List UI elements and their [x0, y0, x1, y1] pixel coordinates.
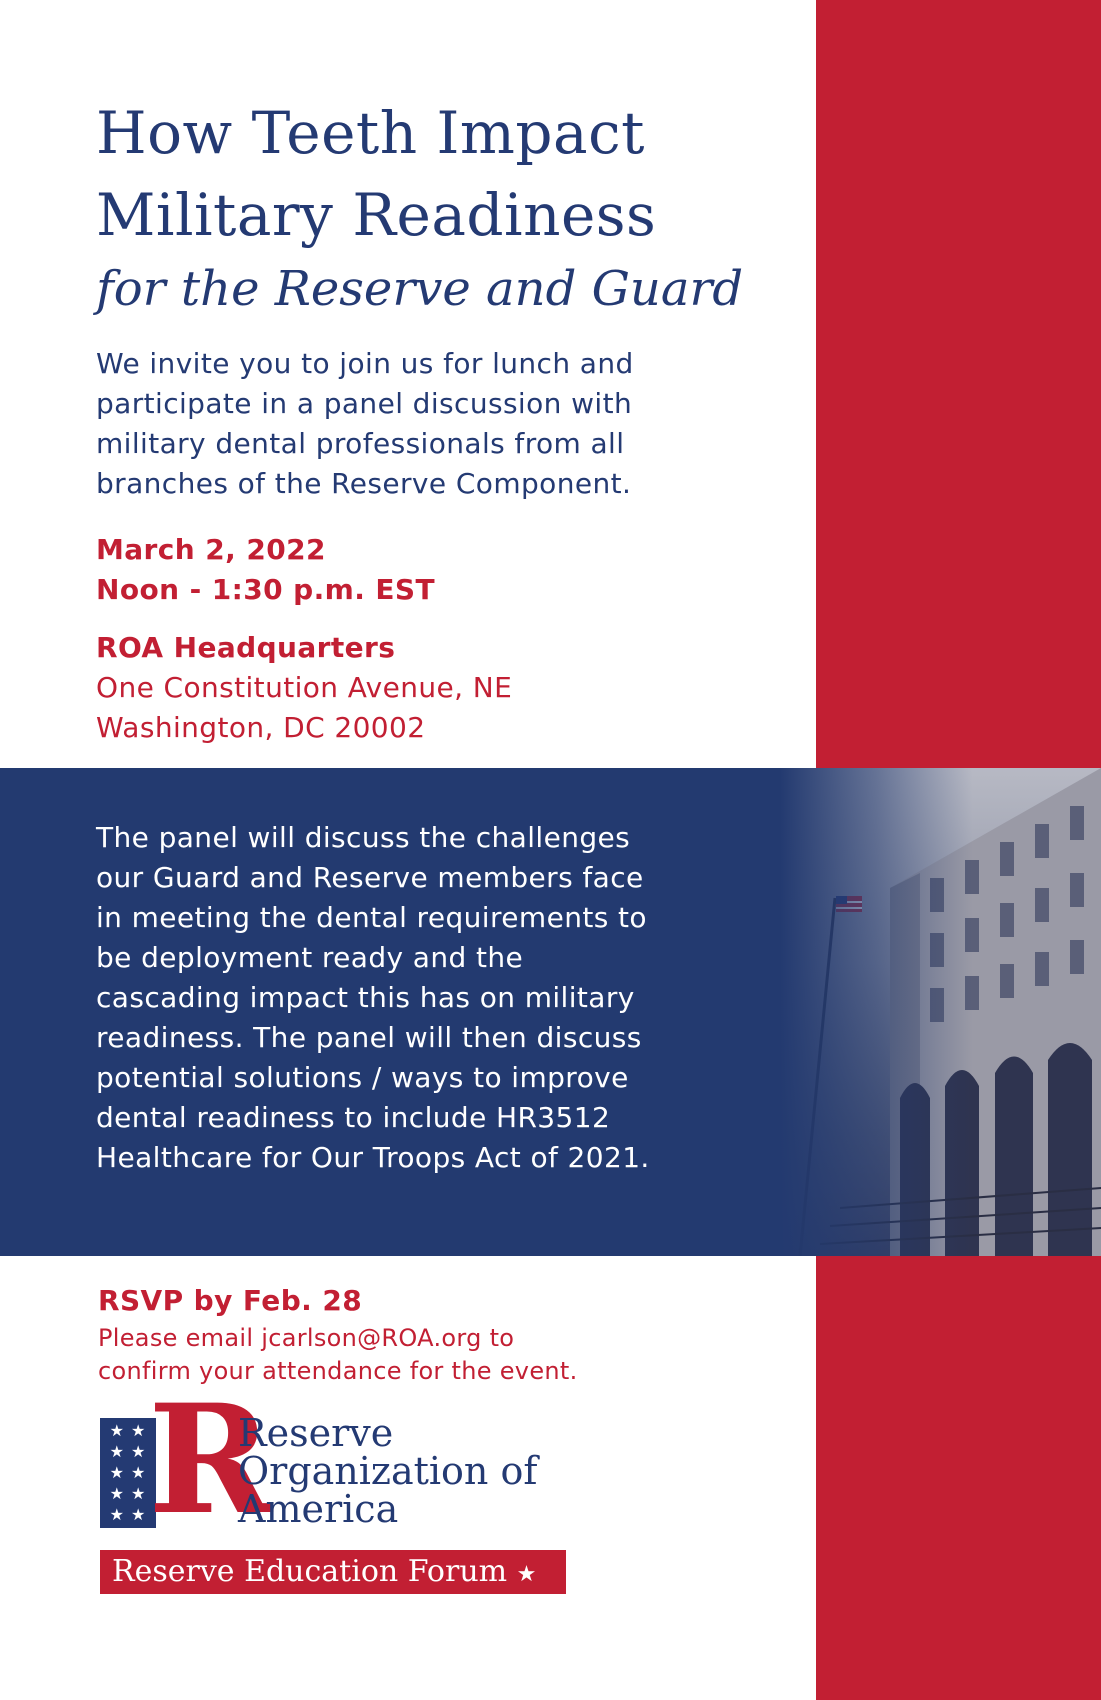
- logo-r-mark: R: [148, 1372, 273, 1548]
- rsvp-deadline: RSVP by Feb. 28: [98, 1284, 363, 1317]
- panel-description: [96, 818, 776, 1178]
- panel-line: dental readiness to include HR3512: [96, 1101, 611, 1134]
- photo-fade-overlay: [780, 768, 1101, 1256]
- title-line-2: Military Readiness: [96, 181, 657, 249]
- logo-word-organization: Organization of: [238, 1449, 538, 1493]
- panel-line: Healthcare for Our Troops Act of 2021.: [96, 1141, 650, 1174]
- intro-line: participate in a panel discussion with: [96, 387, 633, 420]
- panel-line: be deployment ready and the: [96, 941, 524, 974]
- panel-line: our Guard and Reserve members face: [96, 861, 644, 894]
- event-date: March 2, 2022: [96, 533, 326, 566]
- star-icon: ★: [516, 1562, 537, 1587]
- flyer-title: [96, 92, 796, 256]
- logo-word-reserve: Reserve: [238, 1411, 394, 1455]
- panel-line: in meeting the dental requirements to: [96, 901, 647, 934]
- roa-logo: [98, 1372, 718, 1548]
- logo-word-america: America: [238, 1487, 399, 1531]
- panel-line: The panel will discuss the challenges: [96, 821, 631, 854]
- education-forum-banner: [100, 1550, 566, 1594]
- intro-line: branches of the Reserve Component.: [96, 467, 632, 500]
- panel-line: cascading impact this has on military: [96, 981, 635, 1014]
- event-time: Noon - 1:30 p.m. EST: [96, 573, 435, 606]
- title-line-1: How Teeth Impact: [96, 99, 645, 167]
- flyer-subtitle: for the Reserve and Guard: [96, 261, 744, 317]
- venue-name: ROA Headquarters: [96, 631, 396, 664]
- venue-address-line-1: One Constitution Avenue, NE: [96, 671, 513, 704]
- venue-address-line-2: Washington, DC 20002: [96, 711, 426, 744]
- logo-wordmark: [238, 1411, 718, 1531]
- rsvp-line: Please email jcarlson@ROA.org to: [98, 1324, 515, 1352]
- panel-line: readiness. The panel will then discuss: [96, 1021, 642, 1054]
- intro-line: We invite you to join us for lunch and: [96, 347, 634, 380]
- panel-description-band: [0, 768, 1101, 1256]
- star-field-icon: ★ ★ ★ ★ ★ ★ ★ ★ ★ ★: [100, 1418, 156, 1528]
- rsvp-line: confirm your attendance for the event.: [98, 1357, 578, 1385]
- intro-line: military dental professionals from all: [96, 427, 625, 460]
- panel-line: potential solutions / ways to improve: [96, 1061, 629, 1094]
- forum-label: Reserve Education Forum: [112, 1554, 508, 1589]
- intro-paragraph: [96, 344, 796, 504]
